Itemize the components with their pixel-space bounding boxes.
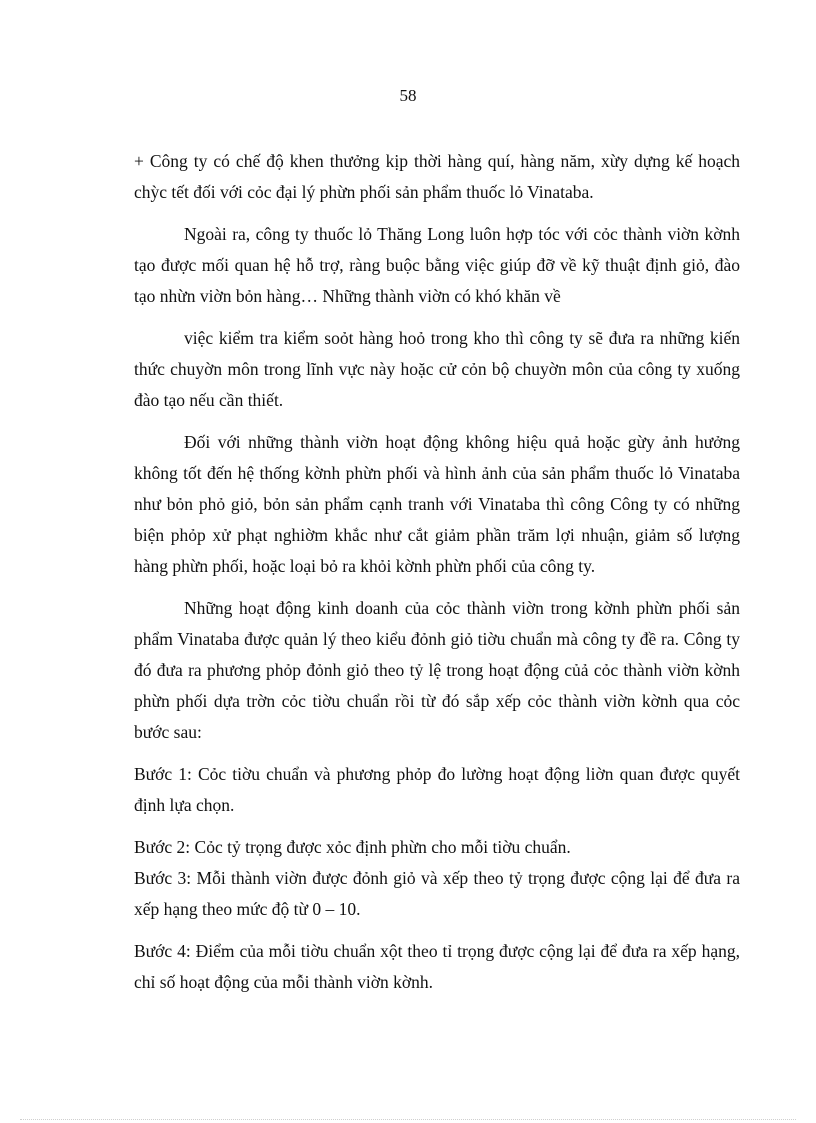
paragraph-step-3: Bước 3: Mỗi thành viờn được đỏnh giỏ và xếp theo tỷ trọng được cộng lại để đưa ra xếp hạng theo mức độ từ 0 – 10. <box>134 868 740 919</box>
paragraph-inventory-support: việc kiểm tra kiểm soỏt hàng hoỏ trong kho thì công ty sẽ đưa ra những kiến thức chuyờn môn trong lĩnh vực này hoặc cử cỏn bộ chuyờn môn của công ty xuống đào tạo nếu cần thiết. <box>134 328 740 410</box>
paragraph-reward-policy: + Công ty có chế độ khen thưởng kịp thời hàng quí, hàng năm, xừy dựng kế hoạch chỳc tết đối với cỏc đại lý phừn phối sản phẩm thuốc lỏ Vinataba. <box>134 151 740 202</box>
page-bottom-rule <box>20 1119 796 1120</box>
paragraph-evaluation-method: Những hoạt động kinh doanh của cỏc thành viờn trong kờnh phừn phối sản phẩm Vinataba được quản lý theo kiểu đỏnh giỏ tiờu chuẩn mà công ty đề ra. Công ty đó đưa ra phương phỏp đỏnh giỏ theo tỷ lệ trong hoạt động củả cỏc thành viờn kờnh phừn phối dựa trờn cỏc tiờu chuẩn rồi từ đó sắp xếp cỏc thành viờn kờnh qua cỏc bước sau: <box>134 598 740 742</box>
paragraph-step-2: Bước 2: Cỏc tỷ trọng được xỏc định phừn cho mỗi tiờu chuẩn. <box>134 837 571 857</box>
paragraph-cooperation: Ngoài ra, công ty thuốc lỏ Thăng Long luôn hợp tóc với cỏc thành viờn kờnh tạo được mối quan hệ hỗ trợ, ràng buộc bằng việc giúp đỡ về kỹ thuật định giỏ, đào tạo nhừn viờn bỏn hàng… Những thành viờn có khó khăn về <box>134 224 740 306</box>
paragraph-step-4: Bước 4: Điểm của mỗi tiờu chuẩn xột theo tỉ trọng được cộng lại để đưa ra xếp hạng, chỉ số hoạt động của mỗi thành viờn kờnh. <box>134 941 740 992</box>
page-number: 58 <box>399 86 417 105</box>
document-body <box>134 146 740 1009</box>
paragraph-penalties: Đối với những thành viờn hoạt động không hiệu quả hoặc gừy ảnh hưởng không tốt đến hệ thống kờnh phừn phối và hình ảnh của sản phẩm thuốc lỏ Vinataba như bỏn phỏ giỏ, bỏn sản phẩm cạnh tranh với Vinataba thì công Công ty có những biện phỏp xử phạt nghiờm khắc như cắt giảm phần trăm lợi nhuận, giảm số lượng hàng phừn phối, hoặc loại bỏ ra khỏi kờnh phừn phối của công ty. <box>134 432 740 576</box>
paragraph-step-1: Bước 1: Cỏc tiờu chuẩn và phương phỏp đo lường hoạt động liờn quan được quyết định lựa chọn. <box>134 764 740 815</box>
